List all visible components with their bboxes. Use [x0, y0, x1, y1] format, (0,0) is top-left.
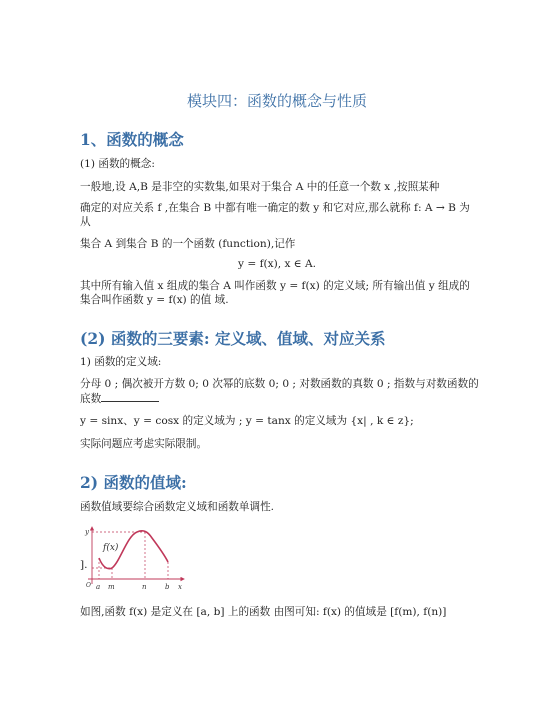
paragraph-line: 集合叫作函数 y = f(x) 的值 域.: [80, 294, 229, 306]
formula: y = f(x), x ∈ A.: [237, 258, 317, 270]
paragraph-line: [80, 391, 480, 407]
bracket-text: ].: [80, 559, 88, 571]
fill-in-blank: [101, 391, 159, 402]
tick-m: m: [108, 583, 115, 591]
section-heading-function-concept: 1、函数的概念: [80, 130, 184, 149]
label-o: O: [86, 582, 91, 589]
paragraph-line: 如图,函数 f(x) 是定义在 [a, b] 上的函数 由图可知: f(x) 的值域是 [f(m), f(n)]: [80, 606, 447, 618]
label-y: y: [85, 528, 89, 536]
section-heading-range: 2) 函数的值域:: [80, 473, 187, 492]
paragraph-line: 从: [80, 216, 91, 228]
paragraph-line: 其中所有输入值 x 组成的集合 A 叫作函数 y = f(x) 的定义域; 所有输出值 y 组成的: [80, 280, 470, 292]
label-x: x: [178, 583, 182, 591]
subheading-concept: (1) 函数的概念:: [80, 158, 155, 170]
label-fx: f(x): [103, 543, 119, 553]
paragraph-line: 函数值域要综合函数定义域和函数单调性.: [80, 501, 275, 513]
paragraph-line: 一般地,设 A,B 是非空的实数集,如果对于集合 A 中的任意一个数 x ,按照某种: [80, 181, 440, 193]
paragraph-line: 分母 0 ; 偶次被开方数 0; 0 次幂的底数 0; 0 ; 对数函数的真数 0 ; 指数与对数函数的: [80, 378, 479, 390]
paragraph-line: y = sinx、y = cosx 的定义域为 ; y = tanx 的定义域为 {x| , k ∈ z};: [80, 415, 414, 427]
paragraph-line: 集合 A 到集合 B 的一个函数 (function),记作: [80, 238, 296, 250]
page-title: 模块四：函数的概念与性质: [186, 92, 367, 110]
paragraph-text: 底数: [80, 393, 102, 405]
section-heading-three-elements: (2) 函数的三要素: 定义域、值域、对应关系: [80, 329, 386, 348]
paragraph-line: 确定的对应关系 f ,在集合 B 中都有唯一确定的数 y 和它对应,那么就称 f: A → B 为: [80, 202, 470, 214]
paragraph-line: 实际问题应考虑实际限制。: [80, 438, 208, 450]
subheading-domain: 1) 函数的定义域:: [80, 356, 162, 368]
tick-b: b: [165, 583, 170, 591]
tick-a: a: [96, 583, 101, 591]
tick-n: n: [142, 583, 147, 591]
